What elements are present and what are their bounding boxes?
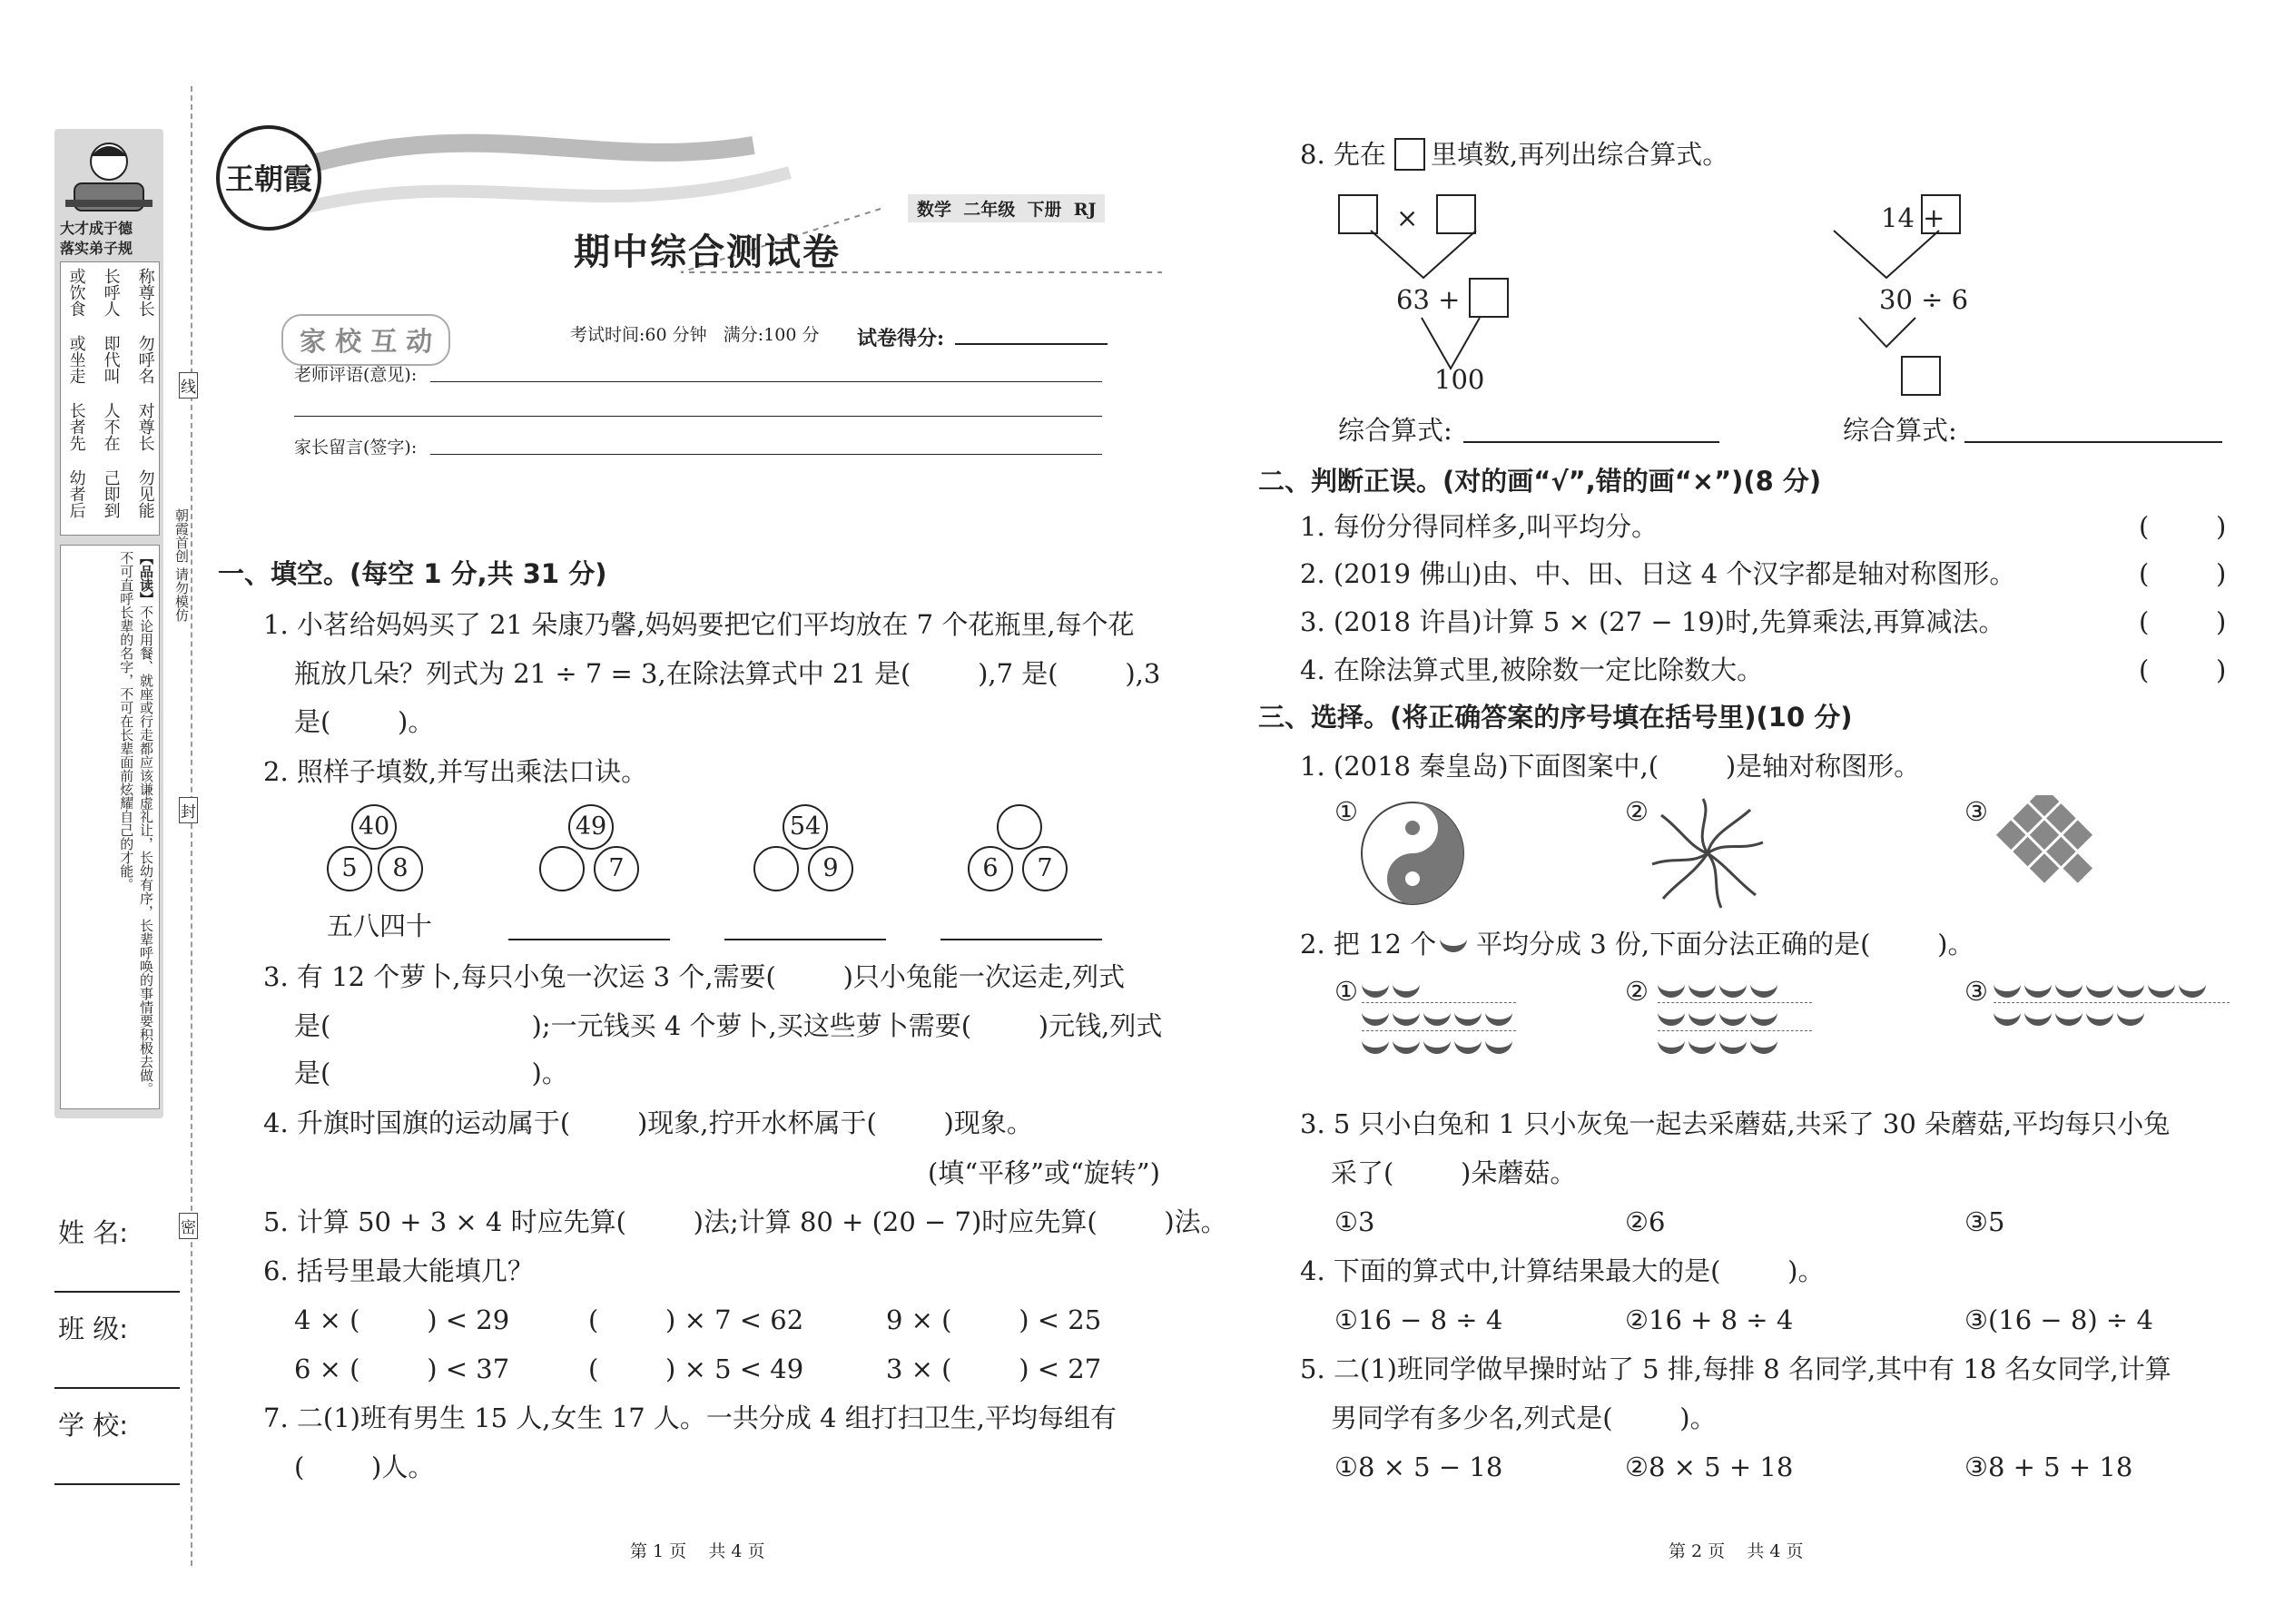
q2-text: 2. 照样子填数,并写出乘法口诀。 [263, 756, 648, 787]
binding-dashed-line [191, 86, 192, 1566]
choice-q2-b: 平均分成 3 份,下面分法正确的是( )。 [1476, 929, 1974, 960]
q2-factor-circle: 7 [1022, 846, 1068, 891]
q5-text: 5. 计算 50 + 3 × 4 时应先算( )法;计算 80 + (20 − 7)时应先算( )法。 [263, 1206, 1227, 1237]
banana-group-option-2 [1658, 975, 1812, 1058]
q6-item: 4 × ( ) < 29 [294, 1304, 510, 1335]
q7-line-2: ( )人。 [294, 1452, 435, 1482]
q2-factor-circle: 9 [808, 846, 853, 891]
poem-box [60, 261, 160, 536]
choice-q3-option[interactable]: ①3 [1334, 1206, 1375, 1237]
cut-mark-mi: 密 [179, 1213, 198, 1239]
poem-col: 勿呼名 [135, 335, 155, 384]
choice-q1: 1. (2018 秦皇岛)下面图案中,( )是轴对称图形。 [1300, 751, 1921, 782]
q1-line-2: 瓶放几朵？列式为 21 ÷ 7 = 3,在除法算式中 21 是( ),7 是( ),3 [294, 658, 1161, 689]
q2-factor-circle: 6 [968, 846, 1013, 891]
q8-title-b: 里填数,再列出综合算式。 [1431, 139, 1729, 170]
judge-item: 1. 每份分得同样多,叫平均分。 [1300, 511, 1659, 542]
q6-item: ( ) × 5 < 49 [588, 1353, 804, 1384]
q3-line-3: 是( )。 [294, 1058, 568, 1088]
option-marker: ① [1334, 976, 1358, 1007]
name-label: 姓 名: [58, 1217, 128, 1248]
star-swirl-icon [1649, 797, 1767, 913]
q6-item: 9 × ( ) < 25 [886, 1304, 1102, 1335]
name-field[interactable] [54, 1291, 180, 1293]
teacher-comment-line-2[interactable] [294, 416, 1102, 417]
q3-line-2: 是( );一元钱买 4 个萝卜,买这些萝卜需要( )元钱,列式 [294, 1010, 1163, 1041]
poem-col: 勿见能 [135, 469, 155, 518]
q8-formula-label-left: 综合算式: [1338, 415, 1452, 446]
q1-line-1: 1. 小茗给妈妈买了 21 朵康乃馨,妈妈要把它们平均放在 7 个花瓶里,每个花 [263, 609, 1135, 640]
q2-product-circle: 49 [568, 804, 614, 850]
parent-comment-field[interactable] [430, 454, 1102, 455]
home-school-badge: 家 校 互 动 [281, 314, 450, 366]
brand-name: 王朝霞 [224, 162, 312, 196]
q4-text: 4. 升旗时国旗的运动属于( )现象,拧开水杯属于( )现象。 [263, 1107, 1033, 1138]
q8-plus14: 14 + [1881, 202, 1945, 233]
q2-factor-circle: 7 [594, 846, 639, 891]
q2-rhyme-blank[interactable] [724, 939, 886, 940]
q8-result: 100 [1434, 364, 1485, 395]
school-field[interactable] [54, 1483, 180, 1485]
choice-q5-option[interactable]: ①8 × 5 − 18 [1334, 1452, 1503, 1482]
option-marker: ③ [1964, 976, 1988, 1007]
brand-logo [216, 125, 321, 231]
banana-icon [1440, 930, 1471, 956]
poem-col: 称尊长 [135, 268, 155, 317]
choice-q4-option[interactable]: ②16 + 8 ÷ 4 [1625, 1304, 1794, 1335]
poem-col: 人不在 [101, 402, 121, 451]
poem-col: 即代叫 [101, 335, 121, 384]
judge-item: 4. 在除法算式里,被除数一定比除数大。 [1300, 655, 1764, 685]
motto-line-1: 大才成于德 [60, 220, 133, 237]
q8-formula-field-left[interactable] [1463, 441, 1719, 443]
judge-answer-blank[interactable]: ( ) [2139, 511, 2227, 542]
poem-col: 己即到 [101, 469, 121, 518]
q2-rhyme-blank[interactable] [508, 939, 670, 940]
q1-line-3: 是( )。 [294, 706, 435, 737]
option-marker: ② [1625, 976, 1649, 1007]
poem-col: 对尊长 [135, 402, 155, 451]
page-title: 期中综合测试卷 [574, 231, 841, 273]
poem-col: 或坐走 [66, 335, 86, 384]
choice-q3-line-2: 采了( )朵蘑菇。 [1331, 1157, 1577, 1188]
section-1-title: 一、填空。(每空 1 分,共 31 分) [218, 558, 607, 589]
choice-q3-option[interactable]: ②6 [1625, 1206, 1666, 1237]
q8-formula-field-right[interactable] [1964, 441, 2222, 443]
poem-col: 幼者后 [66, 469, 86, 518]
q2-factor-circle: 5 [327, 846, 372, 891]
option-marker: ② [1625, 796, 1649, 827]
q8-blank-box[interactable] [1901, 356, 1941, 396]
choice-q2-a: 2. 把 12 个 [1300, 929, 1437, 960]
parent-comment-label: 家长留言(签字): [294, 438, 418, 458]
section-3-title: 三、选择。(将正确答案的序号填在括号里)(10 分) [1258, 702, 1853, 733]
teacher-comment-label: 老师评语(意见): [294, 365, 418, 385]
choice-q5-line-2: 男同学有多少名,列式是( )。 [1331, 1403, 1717, 1433]
diamond-grid-icon [1990, 795, 2099, 908]
q2-rhyme-blank[interactable] [940, 939, 1102, 940]
q3-line-1: 3. 有 12 个萝卜,每只小兔一次运 3 个,需要( )只小兔能一次运走,列式 [263, 961, 1126, 992]
teacher-comment-field[interactable] [430, 381, 1102, 382]
score-field[interactable] [955, 343, 1108, 345]
score-label: 试卷得分: [857, 327, 945, 350]
q2-factor-blank[interactable] [753, 846, 799, 891]
q7-line-1: 7. 二(1)班有男生 15 人,女生 17 人。一共分成 4 组打扫卫生,平均每组有 [263, 1403, 1117, 1433]
cut-mark-feng: 封 [179, 797, 198, 823]
footer-page-right: 第 2 页 共 4 页 [1669, 1541, 1804, 1561]
q2-factor-blank[interactable] [539, 846, 585, 891]
yin-yang-icon [1358, 799, 1467, 911]
q8-inline-box-icon [1394, 138, 1425, 171]
choice-q3-option[interactable]: ③5 [1964, 1206, 2005, 1237]
choice-q5-option[interactable]: ③8 + 5 + 18 [1964, 1452, 2133, 1482]
exam-info: 考试时间:60 分钟 满分:100 分 [570, 325, 820, 345]
footer-page-left: 第 1 页 共 4 页 [630, 1541, 765, 1561]
poem-col: 或饮食 [66, 268, 86, 317]
choice-q4-option[interactable]: ③(16 − 8) ÷ 4 [1964, 1304, 2153, 1335]
banana-group-option-1 [1362, 975, 1516, 1058]
section-2-title: 二、判断正误。(对的画“√”,错的画“×”)(8 分) [1258, 466, 1822, 497]
poem-col: 长者先 [66, 402, 86, 451]
q8-blank-box[interactable] [1921, 194, 1961, 234]
q8-times: × [1396, 202, 1419, 233]
judge-item: 2. (2019 佛山)由、中、田、日这 4 个汉字都是轴对称图形。 [1300, 558, 2016, 589]
cut-mark-xian: 线 [179, 372, 198, 399]
judge-item: 3. (2018 许昌)计算 5 × (27 − 19)时,先算乘法,再算减法。 [1300, 606, 2005, 637]
q6-item: 6 × ( ) < 37 [294, 1353, 510, 1384]
boy-illustration [62, 136, 156, 216]
q2-product-circle: 54 [783, 804, 828, 850]
q8-blank-box[interactable] [1469, 278, 1509, 318]
choice-q5-option[interactable]: ②8 × 5 + 18 [1625, 1452, 1794, 1482]
q8-div: 30 ÷ 6 [1879, 284, 1969, 315]
choice-q3-line-1: 3. 5 只小白兔和 1 只小灰兔一起去采蘑菇,共采了 30 朵蘑菇,平均每只小兔 [1300, 1108, 2171, 1139]
class-field[interactable] [54, 1387, 180, 1389]
q6-item: ( ) × 7 < 62 [588, 1304, 804, 1335]
school-label: 学 校: [58, 1410, 128, 1441]
poem-col: 长呼人 [101, 268, 121, 317]
q8-blank-box[interactable] [1338, 194, 1378, 234]
reading-content: 不论用餐、就座或行走都应该谦虚礼让，长幼有序，长辈呼唤的事情要积极去做。不可直呼长辈的名字，不可在长辈面前炫耀自己的才能。 [118, 551, 154, 1096]
q8-plus63: 63 + [1396, 284, 1461, 315]
q4-hint: (填“平移”或“旋转”) [928, 1157, 1160, 1188]
choice-q5-line-1: 5. 二(1)班同学做早操时站了 5 排,每排 8 名同学,其中有 18 名女同学,计算 [1300, 1353, 2171, 1384]
choice-q4-option[interactable]: ①16 − 8 ÷ 4 [1334, 1304, 1503, 1335]
judge-answer-blank[interactable]: ( ) [2139, 558, 2227, 589]
option-marker: ③ [1964, 796, 1988, 827]
copyright-notice: 朝霞首创 请勿模仿 [173, 508, 190, 622]
judge-answer-blank[interactable]: ( ) [2139, 606, 2227, 637]
q2-product-blank[interactable] [997, 804, 1042, 850]
q6-text: 6. 括号里最大能填几？ [263, 1255, 534, 1286]
motto-line-2: 落实弟子规 [60, 240, 133, 257]
banana-group-option-3 [1994, 975, 2230, 1030]
judge-answer-blank[interactable]: ( ) [2139, 655, 2227, 685]
q2-factor-circle: 8 [378, 846, 423, 891]
reading-label: 【品读】 [138, 551, 154, 605]
q8-blank-box[interactable] [1436, 194, 1476, 234]
q8-formula-label-right: 综合算式: [1843, 415, 1957, 446]
q2-example-rhyme: 五八四十 [327, 910, 433, 941]
choice-q4: 4. 下面的算式中,计算结果最大的是( )。 [1300, 1255, 1825, 1286]
reading-text [116, 551, 156, 1101]
q6-item: 3 × ( ) < 27 [886, 1353, 1102, 1384]
reading-box [60, 545, 160, 1109]
option-marker: ① [1334, 796, 1358, 827]
subject-meta: 数学 二年级 下册 RJ [908, 194, 1105, 222]
q2-product-circle: 40 [351, 804, 397, 850]
class-label: 班 级: [58, 1314, 128, 1344]
q8-title-a: 8. 先在 [1300, 139, 1386, 170]
